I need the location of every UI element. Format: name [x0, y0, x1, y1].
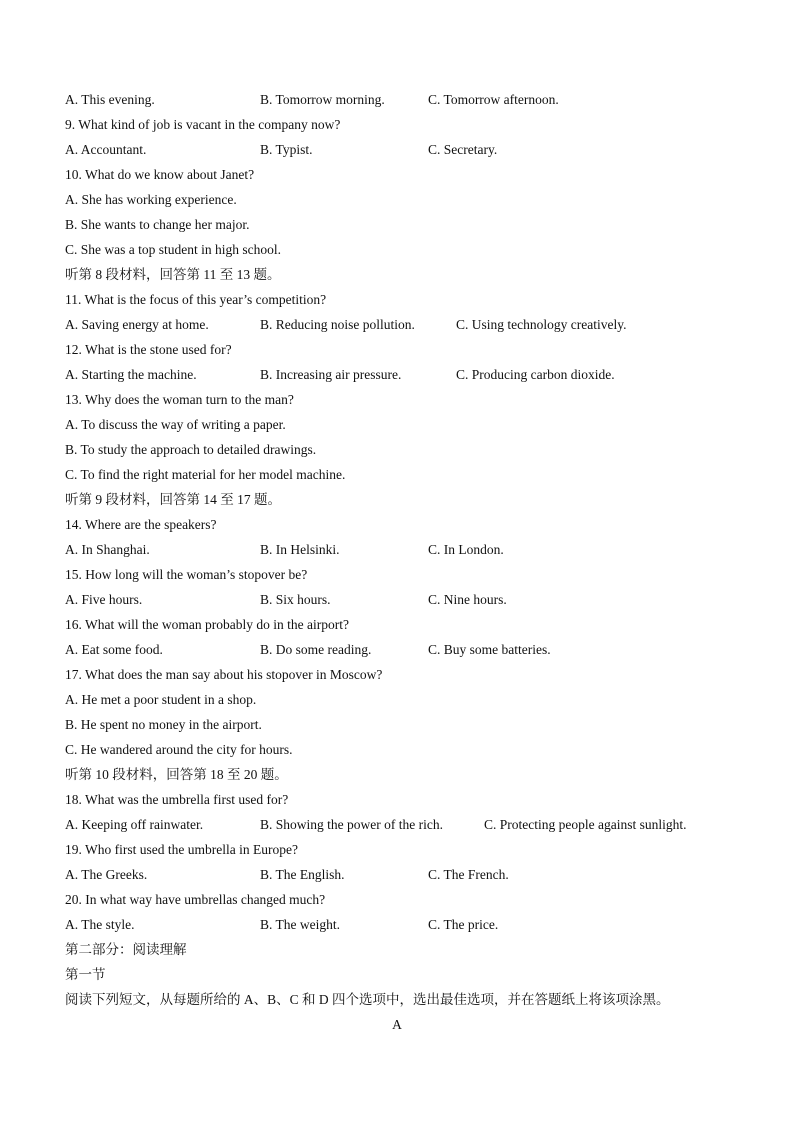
option-c: C. Protecting people against sunlight. [484, 817, 687, 832]
q9-options [65, 140, 745, 160]
option-b: B. Do some reading. [260, 642, 372, 657]
option-c: C. Nine hours. [428, 592, 507, 607]
option-b: B. In Helsinki. [260, 542, 340, 557]
q18-options [65, 815, 745, 835]
question-15: 15. How long will the woman’s stopover be? [65, 567, 308, 582]
option-c: C. Producing carbon dioxide. [456, 367, 615, 382]
option-c: C. Buy some batteries. [428, 642, 551, 657]
question-16: 16. What will the woman probably do in the airport? [65, 617, 349, 632]
question-13: 13. Why does the woman turn to the man? [65, 392, 294, 407]
section-instruction-9: 听第 9 段材料，回答第 14 至 17 题。 [65, 492, 281, 507]
option-a: A. This evening. [65, 92, 155, 107]
q15-options [65, 590, 745, 610]
question-18: 18. What was the umbrella first used for? [65, 792, 289, 807]
q8-options [65, 90, 745, 110]
q17-option-b: B. He spent no money in the airport. [65, 717, 262, 732]
q10-option-c: C. She was a top student in high school. [65, 242, 281, 257]
question-17: 17. What does the man say about his stopover in Moscow? [65, 667, 383, 682]
option-a: A. In Shanghai. [65, 542, 150, 557]
q17-option-c: C. He wandered around the city for hours. [65, 742, 293, 757]
option-a: A. The Greeks. [65, 867, 148, 882]
option-a: A. Saving energy at home. [65, 317, 209, 332]
option-a: A. Eat some food. [65, 642, 163, 657]
option-a: A. Keeping off rainwater. [65, 817, 204, 832]
option-b: B. Showing the power of the rich. [260, 817, 443, 832]
option-b: B. Typist. [260, 142, 313, 157]
q14-options [65, 540, 745, 560]
option-c: C. Using technology creatively. [456, 317, 627, 332]
question-11: 11. What is the focus of this year’s competition? [65, 292, 327, 307]
option-c: C. The French. [428, 867, 509, 882]
question-20: 20. In what way have umbrellas changed much? [65, 892, 326, 907]
q12-options [65, 365, 745, 385]
q13-option-c: C. To find the right material for her model machine. [65, 467, 346, 482]
option-c: C. The price. [428, 917, 499, 932]
q11-options [65, 315, 745, 335]
option-b: B. Tomorrow morning. [260, 92, 385, 107]
q17-option-a: A. He met a poor student in a shop. [65, 692, 257, 707]
question-10: 10. What do we know about Janet? [65, 167, 255, 182]
option-c: C. Tomorrow afternoon. [428, 92, 559, 107]
q13-option-a: A. To discuss the way of writing a paper. [65, 417, 286, 432]
option-b: B. Six hours. [260, 592, 331, 607]
option-b: B. The English. [260, 867, 345, 882]
passage-label: A [392, 1017, 402, 1032]
q19-options [65, 865, 745, 885]
question-19: 19. Who first used the umbrella in Europe? [65, 842, 298, 857]
option-c: C. Secretary. [428, 142, 498, 157]
q13-option-b: B. To study the approach to detailed drawings. [65, 442, 317, 457]
option-b: B. Reducing noise pollution. [260, 317, 415, 332]
section-instruction-10: 听第 10 段材料，回答第 18 至 20 题。 [65, 767, 288, 782]
section-one-heading: 第一节 [65, 967, 106, 982]
option-c: C. In London. [428, 542, 504, 557]
q10-option-b: B. She wants to change her major. [65, 217, 250, 232]
option-a: A. Five hours. [65, 592, 143, 607]
q20-options [65, 915, 745, 935]
option-a: A. Accountant. [65, 142, 147, 157]
question-14: 14. Where are the speakers? [65, 517, 217, 532]
q16-options [65, 640, 745, 660]
q10-option-a: A. She has working experience. [65, 192, 237, 207]
option-a: A. Starting the machine. [65, 367, 197, 382]
option-a: A. The style. [65, 917, 135, 932]
question-9: 9. What kind of job is vacant in the company now? [65, 117, 341, 132]
option-b: B. The weight. [260, 917, 340, 932]
section-instruction-8: 听第 8 段材料，回答第 11 至 13 题。 [65, 267, 281, 282]
question-12: 12. What is the stone used for? [65, 342, 232, 357]
reading-instruction: 阅读下列短文，从每题所给的 A、B、C 和 D 四个选项中，选出最佳选项，并在答题纸上将该项涂黑。 [65, 992, 670, 1007]
part-two-heading: 第二部分：阅读理解 [65, 942, 187, 957]
option-b: B. Increasing air pressure. [260, 367, 402, 382]
